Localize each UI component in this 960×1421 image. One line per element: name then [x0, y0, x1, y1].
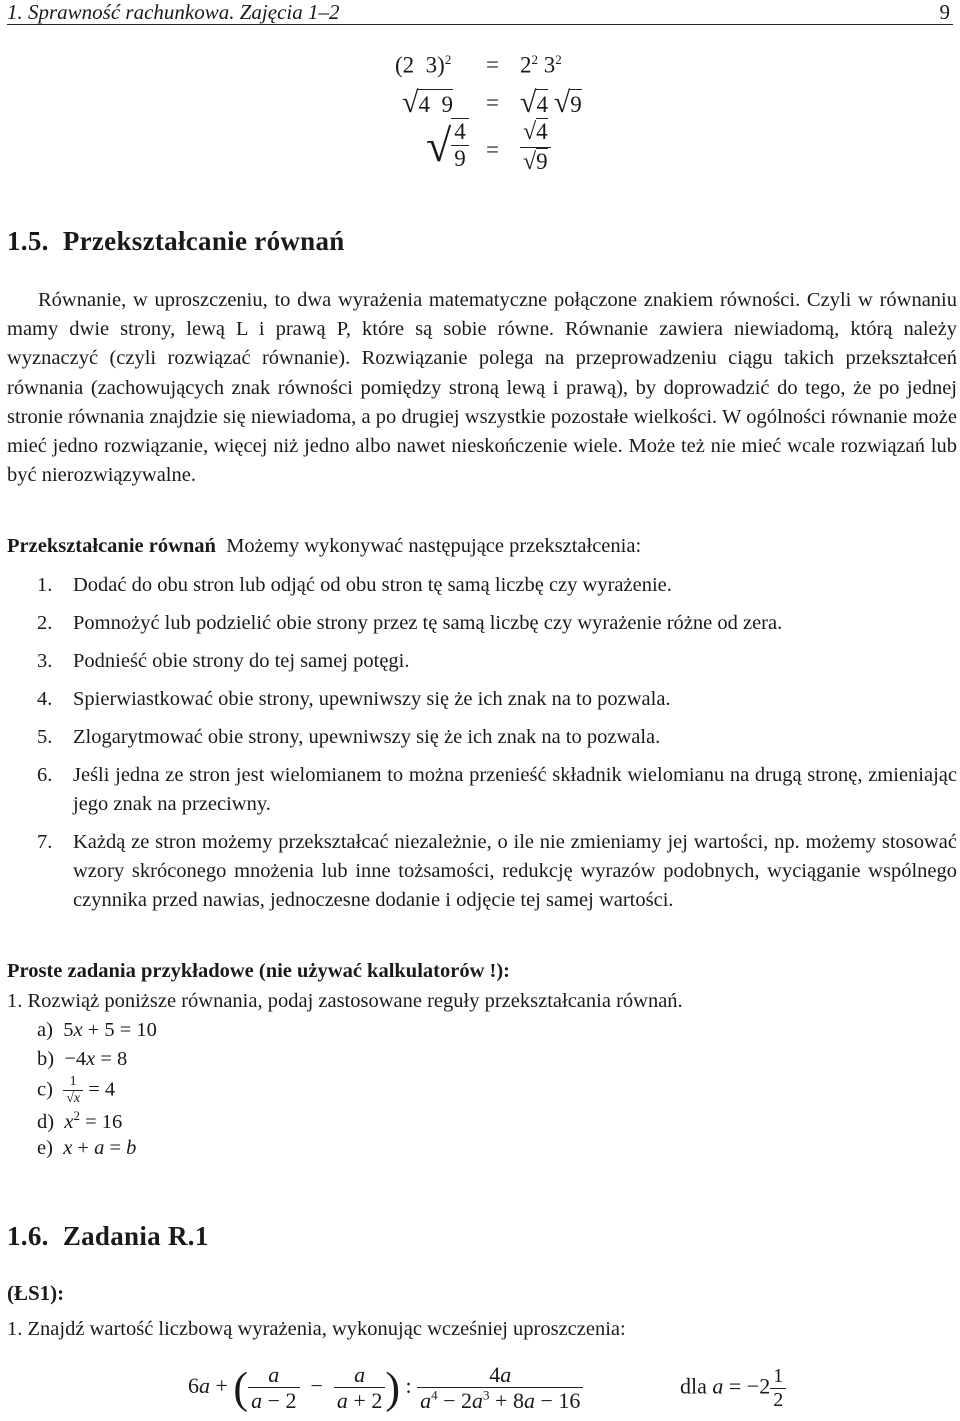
list-item-text: Jeśli jedna ze stron jest wielomianem to można przenieść składnik wielomianu na drugą stronę, zmieniając jego znak na przeciwny.: [73, 764, 957, 816]
equation-render: 5x + 5 = 10: [63, 1019, 157, 1041]
rules-intro-text: Możemy wykonywać następujące przekształcenia:: [226, 535, 642, 557]
math-row3-rhs: $\frac{√4}{√9}$: [520, 118, 551, 176]
equation-render: −4x = 8: [64, 1048, 128, 1070]
list-item: [37, 647, 957, 676]
task-1: 1. Rozwiąż poniższe równania, podaj zastosowane reguły przekształcania równań.: [7, 990, 683, 1012]
list-item-number: 1.: [37, 574, 53, 596]
equation-label: a): [37, 1019, 53, 1041]
math-row3-lhs: √ $\frac{4}{9}$: [426, 118, 469, 173]
list-item-text: Zlogarytmować obie strony, upewniwszy się że ich znak na to pozwala.: [73, 726, 661, 748]
section-title: Przekształcanie równań: [62, 226, 345, 256]
rules-intro: [7, 535, 641, 558]
task-1-16: 1. Znajdź wartość liczbową wyrażenia, wykonując wcześniej uproszczenia:: [7, 1318, 626, 1340]
examples-heading: Proste zadania przykładowe (nie używać kalkulatorów !):: [7, 960, 510, 982]
equation-a: [37, 1019, 157, 1042]
intro-paragraph-text: Równanie, w uproszczeniu, to dwa wyrażenia matematyczne połączone znakiem równości. Czyli w równaniu mamy dwie strony, lewą L i prawą P, które są sobie równe. Równanie zawiera niewiadomą, którą należy wyznaczyć (czyli rozwiązać równanie). Rozwiązanie polega na przeprowadzeniu ciągu takich przekształceń równania (zachowujących znak równości pomiędzy stroną lewą i prawą), by doprowadzić do tego, że po jednej stronie równania znajdzie się niewiadoma, a po drugiej wszystkie pozostałe wielkości. W ogólności równanie może mieć jedno rozwiązanie, więcej niż jedno albo nawet nieskończenie wiele. Może też nie mieć wcale rozwiązań lub być nierozwiązywalne.: [7, 289, 957, 487]
equation-render: x + a = b: [63, 1137, 137, 1159]
math-row2-lhs: √4 9: [402, 86, 453, 119]
list-item-number: 2.: [37, 612, 53, 634]
header-title: 1. Sprawność rachunkowa. Zajęcia 1–2: [7, 0, 340, 24]
section-heading-16: [7, 1221, 209, 1252]
list-item: [37, 571, 957, 600]
equation-b: [37, 1048, 127, 1071]
list-item: [37, 685, 957, 714]
list-item-text: Dodać do obu stron lub odjąć od obu stron tę samą liczbę czy wyrażenie.: [73, 574, 672, 596]
section-heading: [7, 226, 345, 257]
math-row3-eq: =: [486, 137, 499, 162]
equation-label: e): [37, 1137, 53, 1159]
list-item: [37, 609, 957, 638]
list-item-text: Każdą ze stron możemy przekształcać niezależnie, o ile nie zmieniamy jej wartości, np. możemy stosować wzory skróconego mnożenia lub inne tożsamości, redukcję wyrazów podobnych, wyciąganie wspólnego czynnika przed nawias, jednoczesne dodanie i odjęcie tej samej wartości.: [73, 831, 957, 912]
equation-c: c) $\frac{1}{√x}$ = 4: [37, 1074, 116, 1107]
equation-e: [37, 1137, 136, 1160]
subheading: (ŁS1):: [7, 1281, 65, 1305]
equation-d: [37, 1108, 122, 1134]
intro-paragraph: [7, 286, 957, 490]
condition: dla a = −2 $\frac{1}{2}$: [680, 1365, 786, 1412]
equation-label: b): [37, 1048, 55, 1070]
list-item-number: 3.: [37, 650, 53, 672]
section-number: 1.5.: [7, 226, 49, 256]
list-item: [37, 723, 957, 752]
list-item: [37, 828, 957, 916]
list-item-number: 4.: [37, 688, 53, 710]
list-item-text: Pomnożyć lub podzielić obie strony przez tę samą liczbę czy wyrażenie różne od zera.: [73, 612, 783, 634]
list-item-number: 5.: [37, 726, 53, 748]
list-item-number: 6.: [37, 764, 53, 786]
math-row1-eq: =: [486, 52, 499, 77]
math-row2-eq: =: [486, 90, 499, 115]
list-item-text: Spierwiastkować obie strony, upewniwszy się że ich znak na to pozwala.: [73, 688, 671, 710]
math-row2-rhs: √4 √9: [520, 86, 582, 119]
math-row1-lhs: (2 3)$^2$: [395, 52, 452, 78]
list-item-number: 7.: [37, 831, 53, 853]
equation-render: $x^2 = 16$: [64, 1108, 123, 1133]
section-title: Zadania R.1: [62, 1221, 209, 1251]
list-item-text: Podnieść obie strony do tej samej potęgi.: [73, 650, 410, 672]
running-header: [7, 0, 953, 25]
list-item: [37, 761, 957, 819]
rules-heading: Przekształcanie równań: [7, 535, 216, 557]
math-row1-rhs: $2^2$ $3^2$: [520, 52, 562, 78]
page-number: 9: [939, 0, 950, 24]
section-number: 1.6.: [7, 1221, 49, 1251]
expression: 6a + ( $\frac{a}{a - 2}$ − $\frac{a}{a + 2}$ ) : $\frac{4a}{a^4 - 2a^3 + 8a - 16}$: [188, 1362, 583, 1414]
equation-label: d): [37, 1110, 55, 1133]
equation-label: c): [37, 1078, 53, 1101]
